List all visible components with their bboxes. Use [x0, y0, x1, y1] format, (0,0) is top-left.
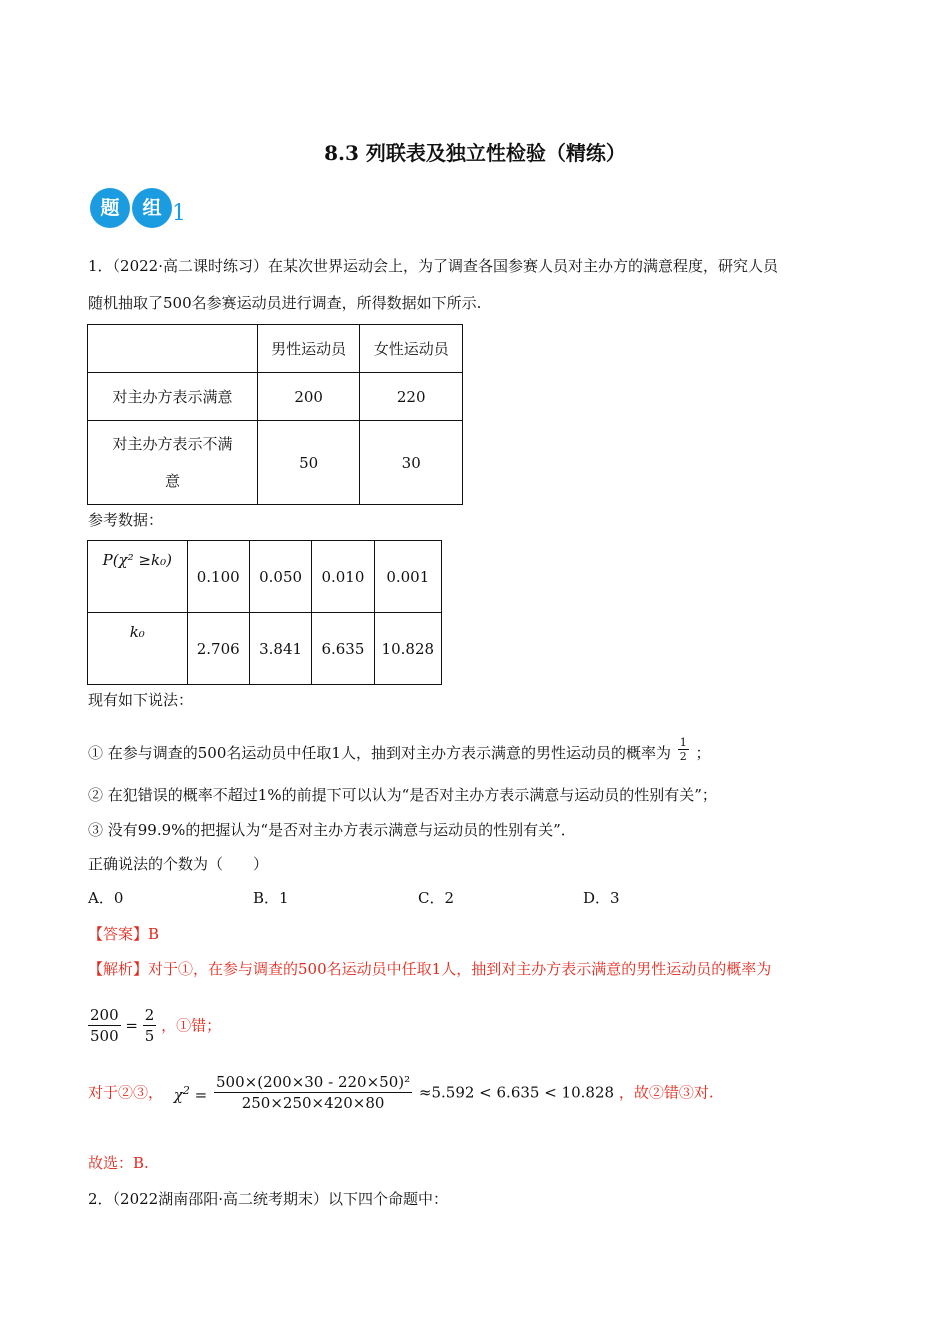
chi-suffix: ，故②错③对. [618, 1083, 714, 1102]
analysis-line1 [88, 959, 771, 979]
section-badge-number: 1 [172, 201, 186, 226]
probability-header: P(χ² ≥k₀) [88, 541, 188, 613]
fraction-denominator: 5 [144, 1027, 155, 1045]
equals-sign: = [125, 1016, 138, 1035]
conclusion: 故选：B. [88, 1154, 149, 1172]
chi-numerator: 500×(200×30 - 220×50)² [216, 1073, 411, 1091]
option-b[interactable] [253, 888, 289, 908]
option-d-label: D． [583, 889, 611, 907]
fraction-denominator: 2 [679, 750, 687, 763]
fraction-numerator: 2 [144, 1006, 155, 1024]
section-badge-char2: 组 [132, 188, 172, 228]
option-b-label: B． [253, 889, 280, 907]
fraction-numerator: 200 [90, 1006, 119, 1024]
statement-1 [88, 736, 711, 763]
option-d[interactable] [583, 888, 620, 908]
q1-stem-line2: 随机抽取了500名参赛运动员进行调查，所得数据如下所示. [88, 294, 482, 312]
survey-table-corner [88, 325, 258, 373]
question-prompt: 正确说法的个数为（ ） [88, 855, 269, 873]
chi-square-formula [88, 1072, 714, 1113]
critical-value-cell: 6.635 [312, 613, 374, 685]
survey-row-label [88, 421, 258, 505]
option-b-value: 1 [279, 889, 289, 907]
survey-table-header-female: 女性运动员 [360, 325, 463, 373]
option-a-label: A． [88, 889, 114, 907]
chi-fraction [214, 1072, 412, 1113]
survey-table-header-male: 男性运动员 [257, 325, 360, 373]
option-c-label: C． [418, 889, 445, 907]
survey-cell: 200 [257, 373, 360, 421]
chi-symbol: $\chi^2$ = [173, 1083, 208, 1104]
option-c-value: 2 [444, 889, 455, 907]
analysis-tag: 【解析】 [88, 960, 149, 978]
survey-cell: 30 [360, 421, 463, 505]
section-badge-char1: 题 [90, 188, 130, 228]
probability-cell: 0.050 [249, 541, 311, 613]
option-a-value: 0 [113, 889, 124, 907]
option-d-value: 3 [610, 889, 620, 907]
answer-line: 【答案】B [88, 925, 160, 943]
critical-value-cell: 10.828 [374, 613, 441, 685]
probability-cell: 0.001 [374, 541, 441, 613]
probability-cell: 0.010 [312, 541, 374, 613]
statement-3: ③ 没有99.9%的把握认为“是否对主办方表示满意与运动员的性别有关”． [88, 821, 576, 839]
chi-prefix: 对于②③， [88, 1083, 164, 1102]
survey-row-label-line1: 对主办方表示不满 [112, 434, 233, 453]
page-title: 8.3 列联表及独立性检验（精练） [324, 141, 626, 165]
critical-value-table [87, 540, 442, 685]
option-a[interactable] [88, 888, 123, 908]
q1-stem-line1: 1．（2022·高二课时练习）在某次世界运动会上，为了调查各国参赛人员对主办方的满意程度，研究人员 [88, 257, 778, 275]
analysis-text: 对于①，在参与调查的500名运动员中任取1人，抽到对主办方表示满意的男性运动员的概率为 [148, 960, 772, 978]
fraction-denominator: 500 [90, 1027, 119, 1045]
chi-denominator: 250×250×420×80 [241, 1094, 385, 1112]
survey-cell: 50 [257, 421, 360, 505]
statement-2: ② 在犯错误的概率不超过1%的前提下可以认为“是否对主办方表示满意与运动员的性别有关”； [88, 786, 717, 804]
fraction-2-5 [143, 1005, 157, 1046]
survey-table [87, 324, 463, 505]
critical-value-header: k₀ [88, 613, 188, 685]
fraction-suffix: ，①错； [161, 1016, 222, 1035]
q2-stem: 2．（2022湖南邵阳·高二统考期末）以下四个命题中： [88, 1190, 448, 1208]
probability-cell: 0.100 [187, 541, 249, 613]
statement-1-end: ； [695, 744, 711, 762]
critical-value-cell: 3.841 [249, 613, 311, 685]
survey-cell: 220 [360, 373, 463, 421]
statement-1-text: ① 在参与调查的500名运动员中任取1人，抽到对主办方表示满意的男性运动员的概率为 [88, 744, 671, 762]
reference-data-label: 参考数据： [88, 511, 164, 529]
probability-formula [88, 1005, 221, 1046]
statements-intro: 现有如下说法： [88, 691, 194, 709]
fraction-200-500 [88, 1005, 121, 1046]
chi-result: ≈5.592 < 6.635 < 10.828 [418, 1083, 615, 1102]
critical-value-cell: 2.706 [187, 613, 249, 685]
statement-1-fraction [678, 736, 689, 763]
fraction-numerator: 1 [679, 736, 687, 749]
survey-row-label-line2: 意 [164, 471, 180, 490]
option-c[interactable] [418, 888, 454, 908]
survey-row-label: 对主办方表示满意 [88, 373, 258, 421]
